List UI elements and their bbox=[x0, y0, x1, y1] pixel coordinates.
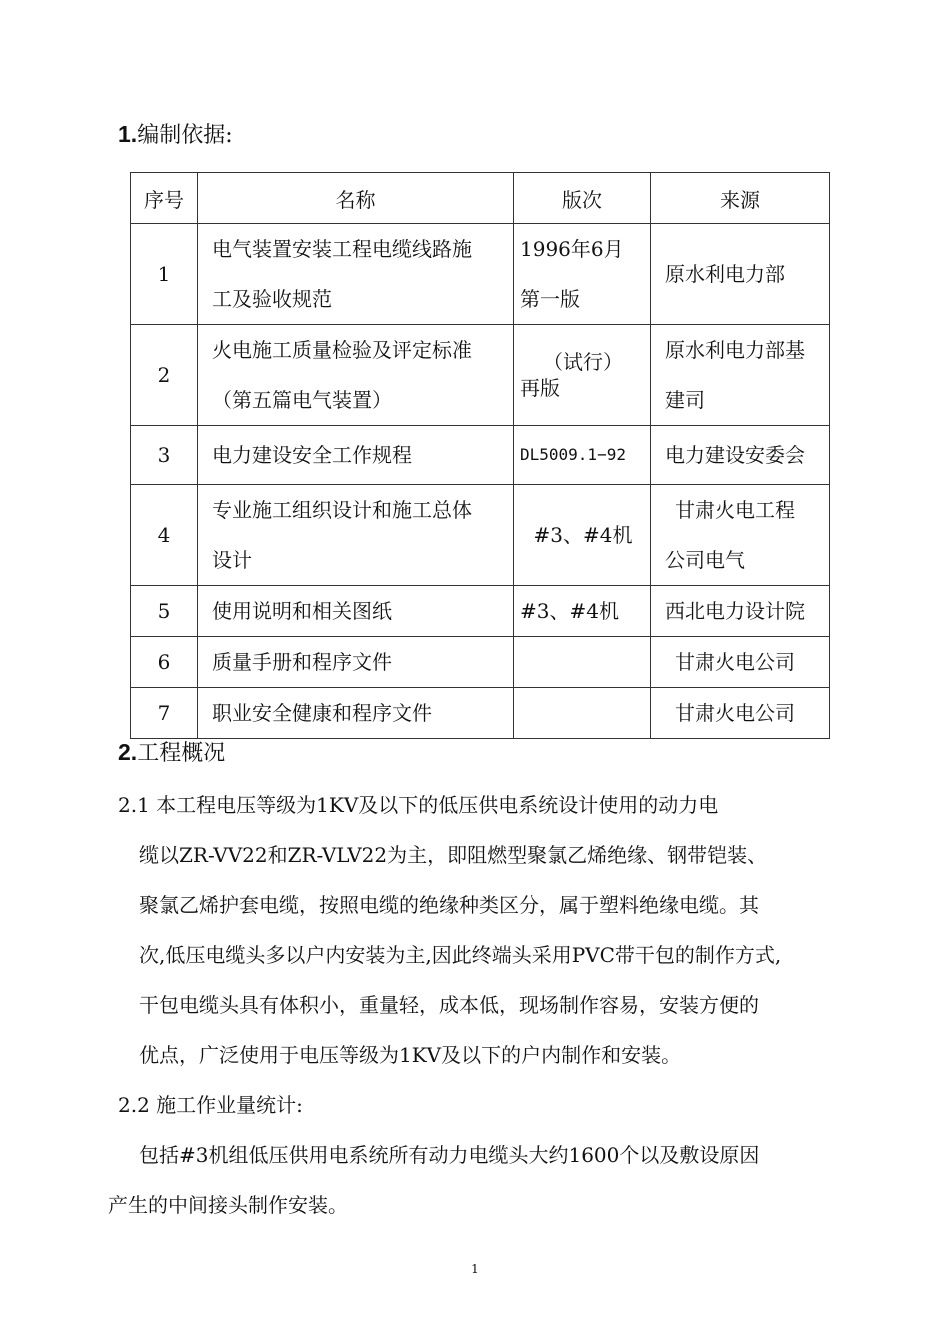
heading-number: 1. bbox=[118, 121, 138, 147]
row-name-line: 专业施工组织设计和施工总体 bbox=[212, 498, 472, 522]
row-source-line: 电力建设安委会 bbox=[665, 443, 805, 467]
paragraph-line: 次,低压电缆头多以户内安装为主,因此终端头采用PVC带干包的制作方式, bbox=[139, 943, 782, 967]
table-row bbox=[131, 224, 830, 325]
table-row bbox=[131, 426, 830, 485]
table-row bbox=[131, 688, 830, 739]
row-no: 3 bbox=[131, 426, 198, 485]
row-source-line: 原水利电力部 bbox=[665, 262, 785, 286]
table-header-row bbox=[131, 173, 830, 224]
paragraph-line: 干包电缆头具有体积小，重量轻，成本低，现场制作容易，安装方便的 bbox=[139, 993, 759, 1017]
row-no: 1 bbox=[131, 224, 198, 325]
row-source-line: 原水利电力部基 bbox=[665, 338, 805, 362]
row-no: 5 bbox=[131, 586, 198, 637]
row-no: 6 bbox=[131, 637, 198, 688]
row-edition-line: （试行） bbox=[543, 350, 623, 374]
row-source-line: 建司 bbox=[665, 388, 705, 412]
row-source-line: 甘肃火电工程 bbox=[675, 498, 795, 522]
row-source-line: 公司电气 bbox=[665, 548, 745, 572]
row-name-line: 设计 bbox=[212, 548, 252, 572]
row-name-line: 电力建设安全工作规程 bbox=[212, 443, 412, 467]
header-source: 来源 bbox=[651, 173, 830, 224]
row-edition-line: #3、#4机 bbox=[533, 523, 633, 547]
section-heading-overview bbox=[118, 736, 225, 767]
row-name-line: 质量手册和程序文件 bbox=[212, 650, 392, 674]
heading-text: 工程概况 bbox=[137, 741, 226, 766]
header-name: 名称 bbox=[198, 173, 514, 224]
paragraph-line: 产生的中间接头制作安装。 bbox=[108, 1193, 348, 1217]
header-no: 序号 bbox=[131, 173, 198, 224]
table-row bbox=[131, 586, 830, 637]
subsection-title: 2.2 施工作业量统计: bbox=[118, 1093, 303, 1117]
row-name-line: 使用说明和相关图纸 bbox=[212, 599, 392, 623]
heading-text: 编制依据: bbox=[137, 123, 233, 148]
row-name-line: 火电施工质量检验及评定标准 bbox=[212, 338, 472, 362]
table-row bbox=[131, 637, 830, 688]
row-no: 4 bbox=[131, 485, 198, 586]
paragraph-line: 聚氯乙烯护套电缆，按照电缆的绝缘种类区分，属于塑料绝缘电缆。其 bbox=[139, 893, 759, 917]
paragraph-line: 缆以ZR-VV22和ZR-VLV22为主，即阻燃型聚氯乙烯绝缘、钢带铠装、 bbox=[139, 843, 768, 867]
paragraph-line: 2.1 本工程电压等级为1KV及以下的低压供电系统设计使用的动力电 bbox=[118, 793, 719, 817]
paragraph-line: 优点，广泛使用于电压等级为1KV及以下的户内制作和安装。 bbox=[139, 1043, 682, 1067]
table-row bbox=[131, 485, 830, 586]
row-source-line: 甘肃火电公司 bbox=[675, 701, 795, 725]
section-heading-basis bbox=[118, 118, 233, 149]
row-no: 7 bbox=[131, 688, 198, 739]
row-edition-line: 1996年6月 bbox=[520, 237, 624, 261]
row-name-line: 工及验收规范 bbox=[212, 287, 332, 311]
heading-number: 2. bbox=[118, 739, 138, 765]
header-edition: 版次 bbox=[514, 173, 651, 224]
row-edition-line: #3、#4机 bbox=[520, 599, 619, 623]
table-row bbox=[131, 325, 830, 426]
row-edition-line: 再版 bbox=[520, 376, 560, 400]
page-number: 1 bbox=[471, 1262, 479, 1276]
row-no: 2 bbox=[131, 325, 198, 426]
row-edition-line: 第一版 bbox=[520, 287, 580, 311]
row-name-line: 电气装置安装工程电缆线路施 bbox=[212, 237, 472, 261]
paragraph-line: 包括#3机组低压供用电系统所有动力电缆头大约1600个以及敷设原因 bbox=[139, 1143, 760, 1167]
row-name-line: （第五篇电气装置） bbox=[212, 388, 392, 412]
row-source-line: 西北电力设计院 bbox=[665, 599, 805, 623]
row-source-line: 甘肃火电公司 bbox=[675, 650, 795, 674]
row-name-line: 职业安全健康和程序文件 bbox=[212, 701, 432, 725]
basis-table bbox=[130, 172, 830, 739]
row-edition-line: DL5009.1−92 bbox=[520, 445, 626, 464]
